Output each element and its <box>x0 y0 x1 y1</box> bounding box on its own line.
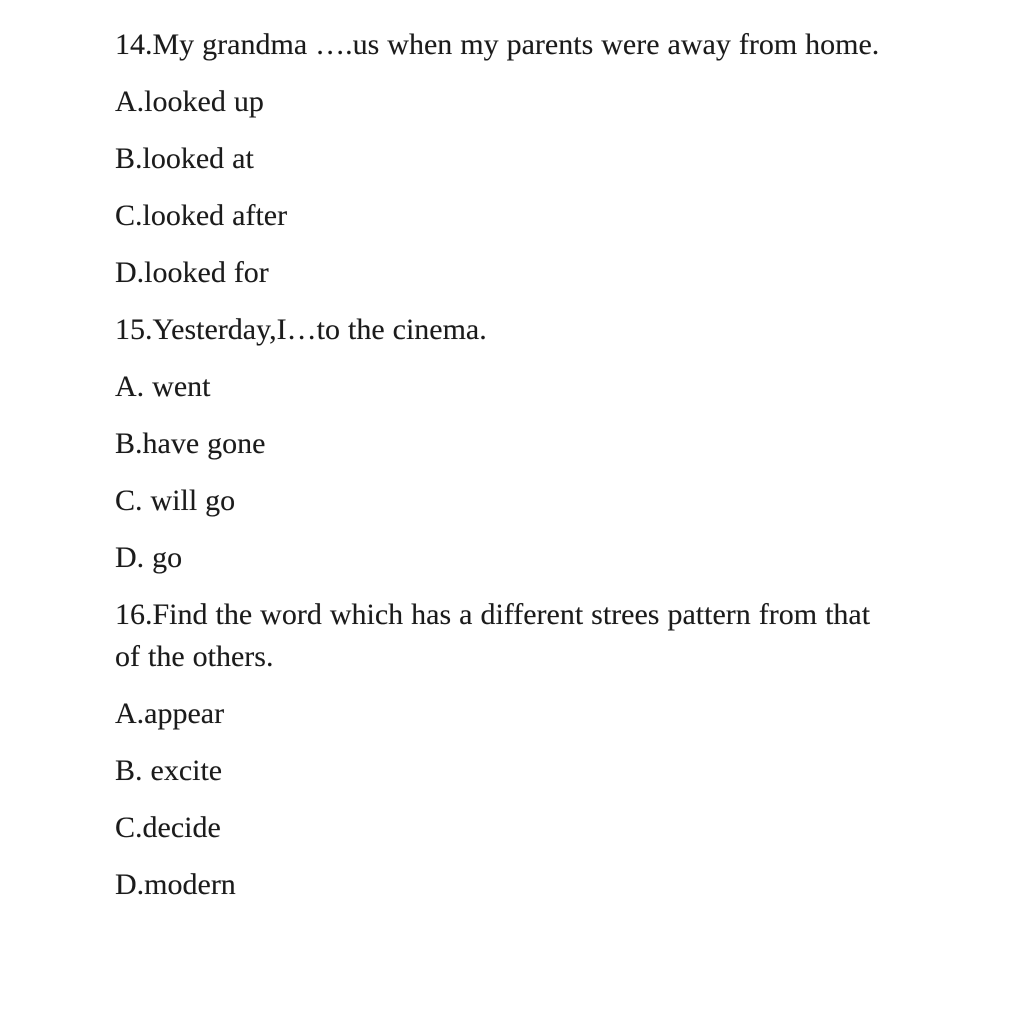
option-c: C.decide <box>115 811 221 844</box>
question-prompt: 15.Yesterday,I…to the cinema. <box>115 313 487 346</box>
question-16 <box>115 594 897 906</box>
question-15 <box>115 309 897 579</box>
option-b: B. excite <box>115 754 223 787</box>
document-content <box>115 24 897 906</box>
option-a: A.appear <box>115 697 225 730</box>
question-prompt: 16.Find the word which has a different strees pattern from that of the others. <box>115 598 871 673</box>
option-c: C. will go <box>115 484 236 517</box>
question-prompt: 14.My grandma ….us when my parents were away from home. <box>115 28 880 61</box>
option-c: C.looked after <box>115 199 288 232</box>
option-d: D.looked for <box>115 256 269 289</box>
option-a: A.looked up <box>115 85 264 118</box>
option-a: A. went <box>115 370 211 403</box>
option-b: B.have gone <box>115 427 266 460</box>
option-d: D.modern <box>115 868 236 901</box>
option-b: B.looked at <box>115 142 254 175</box>
option-d: D. go <box>115 541 183 574</box>
question-14 <box>115 24 897 294</box>
